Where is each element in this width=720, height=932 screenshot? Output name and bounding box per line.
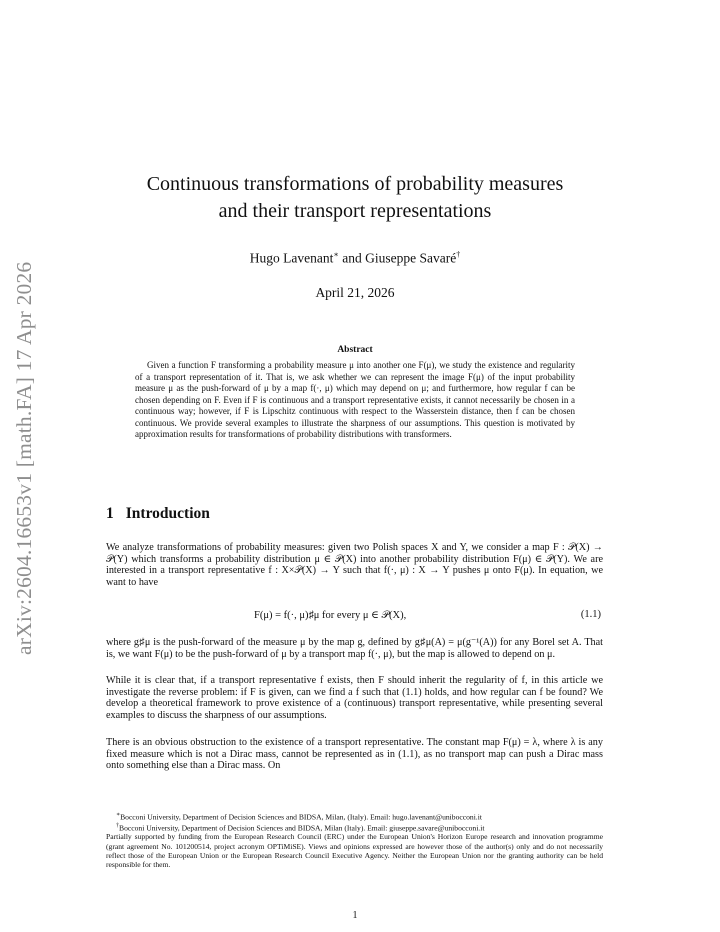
footnote-2 xyxy=(106,822,603,833)
footnote-1 xyxy=(106,811,603,822)
paper-title xyxy=(100,171,610,225)
author-joiner: and xyxy=(338,250,366,266)
author-1: Hugo Lavenant xyxy=(249,250,334,266)
footnote-1-mark: ∗ xyxy=(116,812,121,818)
title-line-1: Continuous transformations of probability measures xyxy=(146,173,564,195)
abstract-text: Given a function F transforming a probability measure μ into another one F(μ), we study the existence and regularity of a transport representation of it. That is, we ask whether we can represent the image F(μ) of the input probability measure μ as the push-forward of μ by a map f(·, μ) which may depend on μ; and furthermore, how regular f can be chosen depending on F. Even if F is continuous and a transport representative exists, it cannot necessarily be chosen in a continuous way; however, if F is Lipschitz continuous with respect to the Wasserstein distance, then f can be chosen continuous. We provide several examples to illustrate the sharpness of our assumptions. This question is motivated by approximation results for transformations of probability distributions with transformers. xyxy=(135,360,575,439)
page-number: 1 xyxy=(352,910,358,921)
paper-date: April 21, 2026 xyxy=(315,285,395,300)
section-heading xyxy=(106,505,210,523)
funding-note: Partially supported by funding from the European Research Council (ERC) under the European Union's Horizon Europe research and innovation programme (grant agreement No. 101200514, project acronym OPTiMiSE). Views and opinions expressed are however those of the author(s) only and do not necessarily reflect those of the European Union or the European Research Council Executive Agency. Neither the European Union nor the granting authority can be held responsible for them. xyxy=(106,832,603,870)
equation-tag: (1.1) xyxy=(580,609,601,620)
paragraph-3: There is an obvious obstruction to the existence of a transport representative. The constant map F(μ) = λ, where λ is any fixed measure which is not a Dirac mass, cannot be represented as in (1.1), as no transport map can push a Dirac mass onto something else than a Dirac mass. On xyxy=(106,737,603,772)
section-number: 1 xyxy=(106,505,114,522)
author-1-mark: ∗ xyxy=(333,250,339,259)
footnote-2-text: Bocconi University, Department of Decision Sciences and BIDSA, Milan (Italy). Email: giuseppe.savare@unibocconi.it xyxy=(119,823,485,833)
equation-formula: F(μ) = f(·, μ)♯μ for every μ ∈ 𝒫(X), xyxy=(254,610,407,621)
author-2: Giuseppe Savaré xyxy=(365,250,457,266)
author-2-mark: † xyxy=(456,250,461,259)
footnotes xyxy=(106,811,603,869)
authors xyxy=(100,250,610,267)
title-line-2: and their transport representations xyxy=(218,200,492,222)
paragraph-2: While it is clear that, if a transport representative f exists, then F should inherit the regularity of f, in this article we investigate the reverse problem: if F is given, can we find a f such that (1.1) holds, and how regular can f be found? We develop a theoretical framework to prove existence of a (continuous) transport representative, while presenting several examples to discuss the sharpness of our assumptions. xyxy=(106,675,603,721)
equation-1-1 xyxy=(106,609,603,623)
section-title: Introduction xyxy=(125,505,210,522)
footnote-2-mark: † xyxy=(116,822,119,829)
arxiv-stamp: arXiv:2604.16653v1 [math.FA] 17 Apr 2026 xyxy=(12,261,36,655)
footnote-1-text: Bocconi University, Department of Decision Sciences and BIDSA, Milan, (Italy). Email: hugo.lavenant@unibocconi.it xyxy=(120,812,482,822)
abstract-heading: Abstract xyxy=(337,345,373,355)
paragraph-1: We analyze transformations of probability measures: given two Polish spaces X and Y, we consider a map F : 𝒫(X) → 𝒫(Y) which transforms a probability distribution μ ∈ 𝒫(X) into another probability distribution F(μ) ∈ 𝒫(Y). We are interested in a transport representative f : X×𝒫(X) → Y such that f(·, μ) : X → Y pushes μ onto F(μ). In equation, we want to have xyxy=(106,542,603,588)
paragraph-1b: where g♯μ is the push-forward of the measure μ by the map g, defined by g♯μ(A) = μ(g⁻¹(A)) for any Borel set A. That is, we want F(μ) to be the push-forward of μ by a transport map f(·, μ), but the map is allowed to depend on μ. xyxy=(106,637,603,660)
